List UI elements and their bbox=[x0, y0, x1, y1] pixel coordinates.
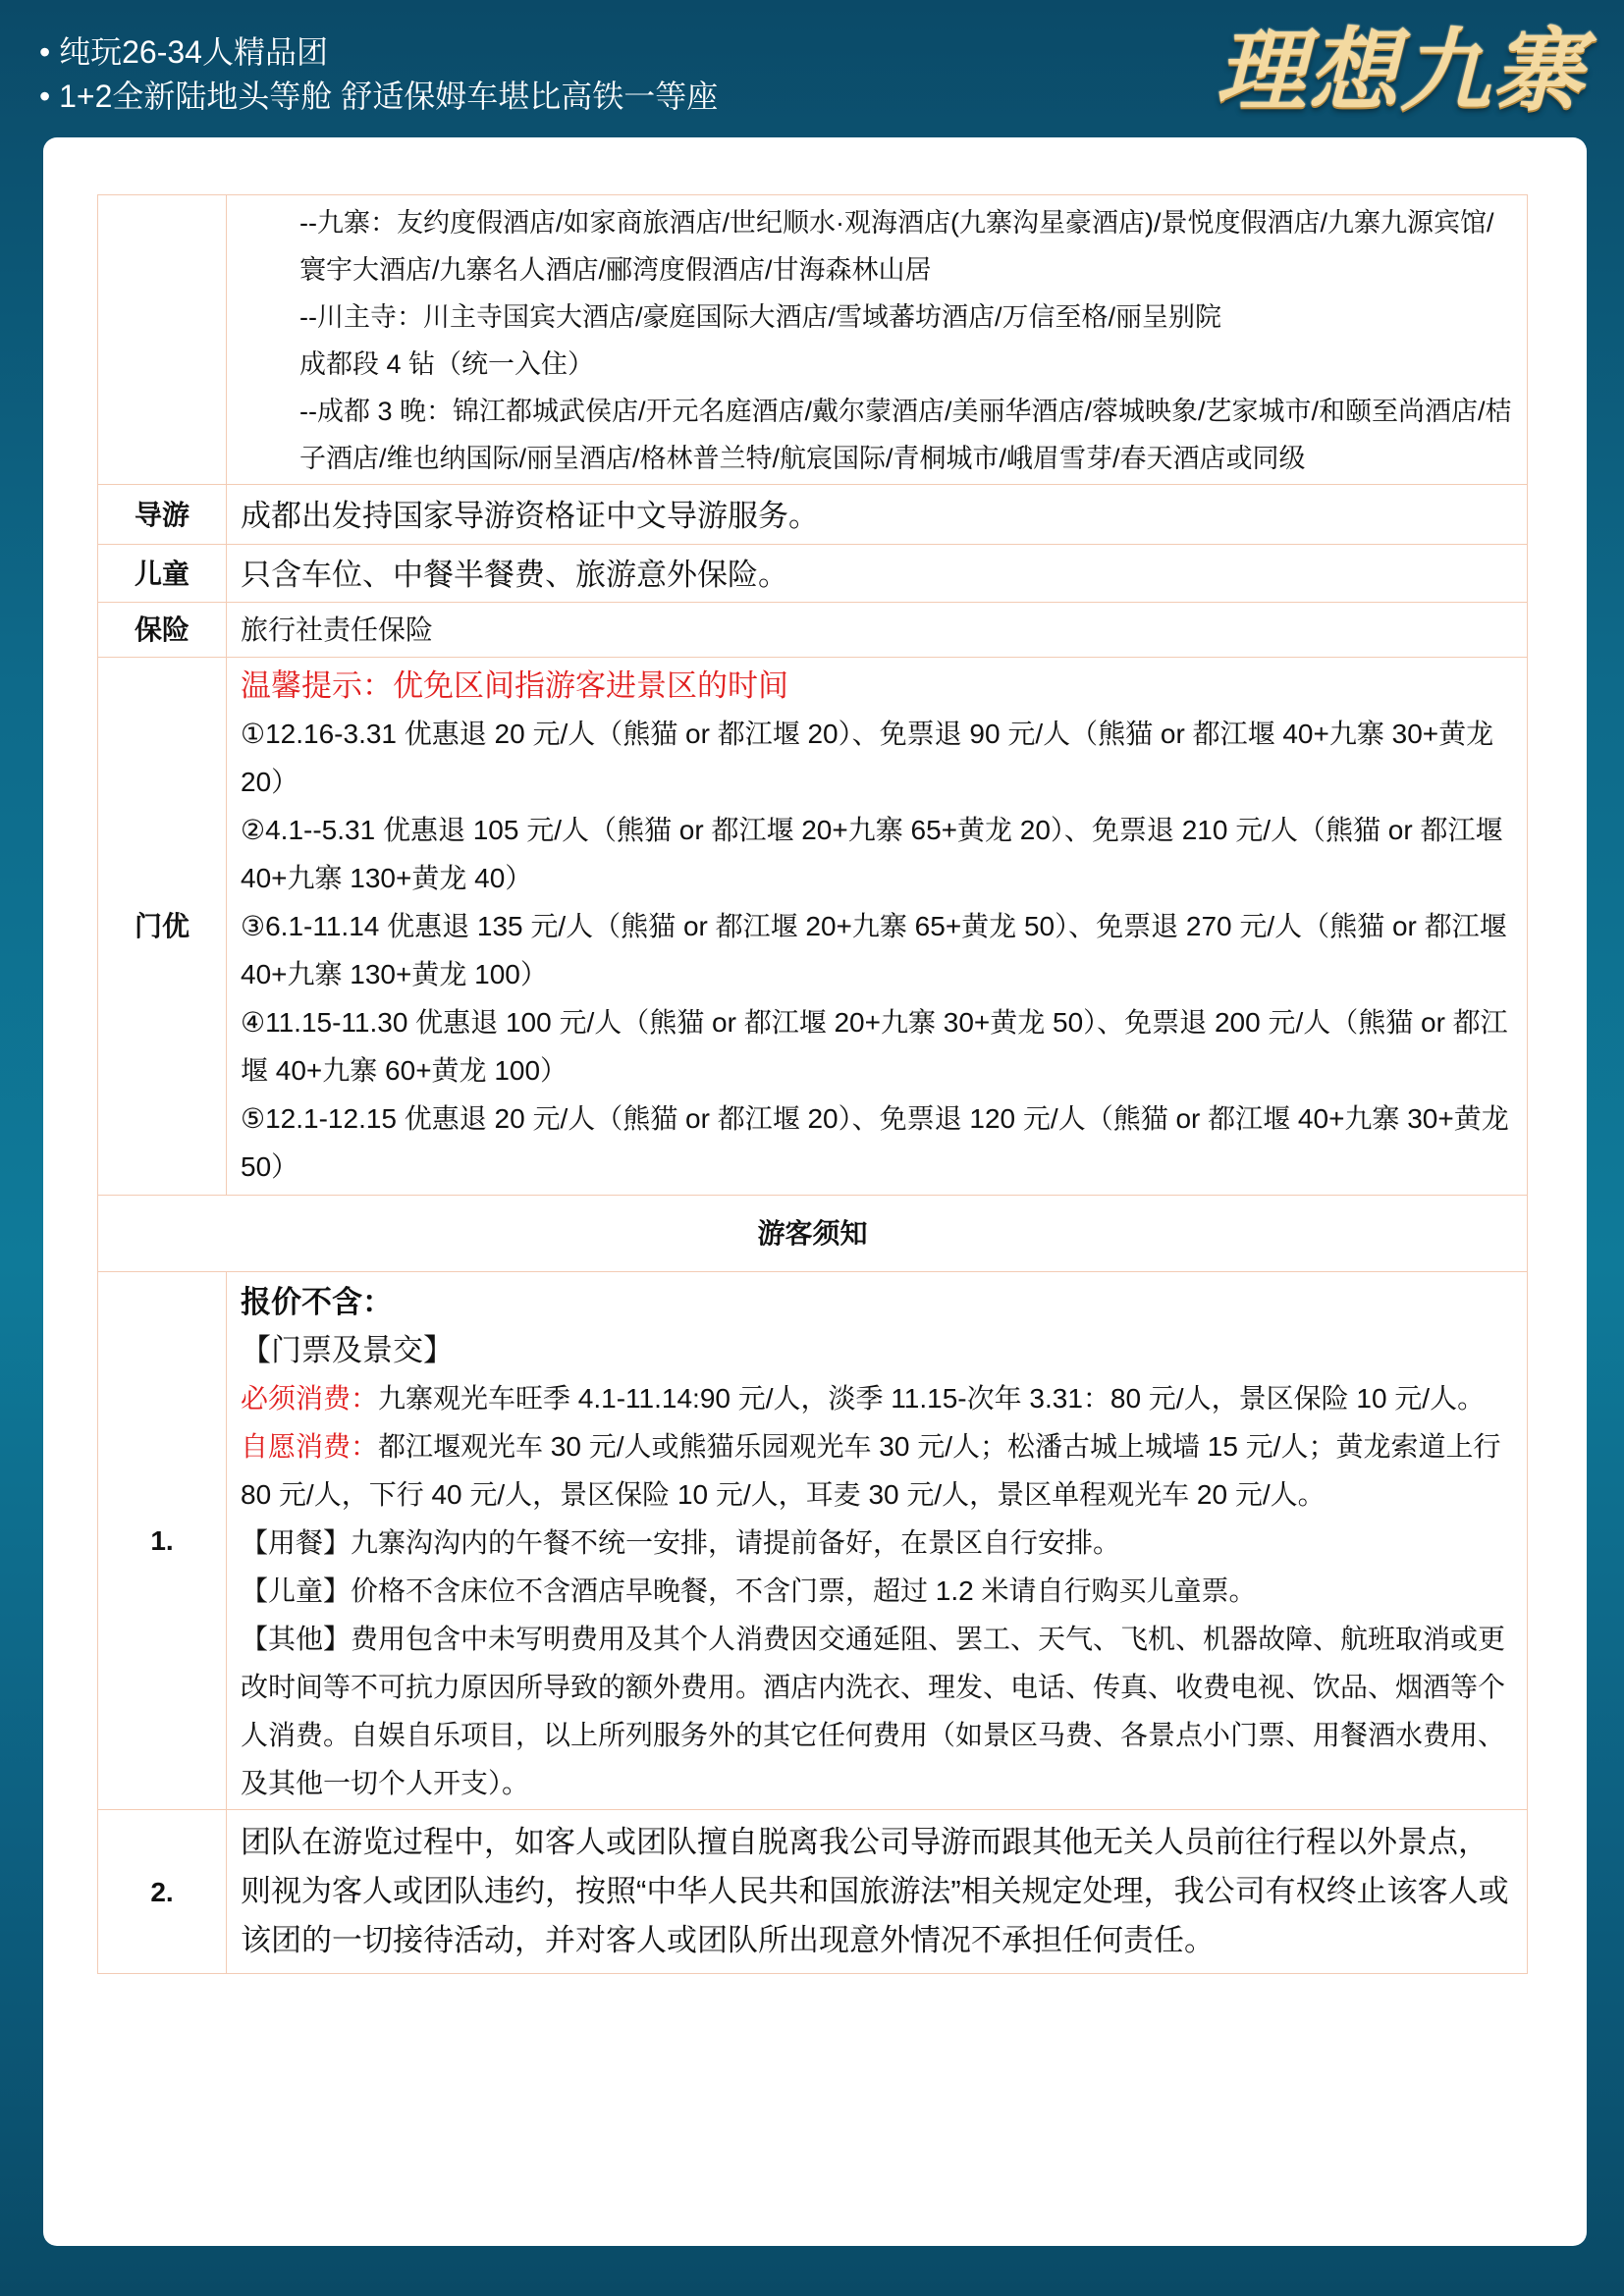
optional-pay-text: 都江堰观光车 30 元/人或熊猫乐园观光车 30 元/人；松潘古城上城墙 15 元/人；黄龙索道上行 80 元/人，下行 40 元/人，景区保险 10 元/人，耳麦 30 元/人，景区单程观光车 20 元/人。 bbox=[241, 1431, 1501, 1510]
meal-note: 【用餐】九寨沟沟内的午餐不统一安排，请提前备好，在景区自行安排。 bbox=[241, 1527, 1121, 1558]
tickets-heading: 【门票及景交】 bbox=[241, 1333, 454, 1367]
notice-title: 游客须知 bbox=[98, 1196, 1528, 1272]
hotels-chengdu-level: 成都段 4 钻（统一入住） bbox=[299, 349, 595, 379]
hotels-chengdu: --成都 3 晚：锦江都城武侯店/开元名庭酒店/戴尔蒙酒店/美丽华酒店/蓉城映象/艺家城市/和颐至尚酒店/桔子酒店/维也纳国际/丽呈酒店/格林普兰特/航宸国际/青桐城市/峨眉雪芽/春天酒店或同级 bbox=[299, 397, 1512, 473]
optional-pay-label: 自愿消费： bbox=[241, 1431, 379, 1462]
discount-tip: 温馨提示：优免区间指游客进景区的时间 bbox=[241, 668, 788, 703]
hotels-label-cell bbox=[98, 195, 227, 485]
notice-item-2-text: 团队在游览过程中，如客人或团队擅自脱离我公司导游而跟其他无关人员前往行程以外景点，则视为客人或团队违约，按照“中华人民共和国旅游法”相关规定处理，我公司有权终止该客人或该团的一切接待活动，并对客人或团队所出现意外情况不承担任何责任。 bbox=[227, 1810, 1528, 1974]
notice-item-1-row bbox=[98, 1272, 1528, 1810]
must-pay-label: 必须消费： bbox=[241, 1383, 379, 1414]
itinerary-table bbox=[97, 194, 1528, 1974]
discount-item: ②4.1--5.31 优惠退 105 元/人（熊猫 or 都江堰 20+九寨 65+黄龙 20）、免票退 210 元/人（熊猫 or 都江堰 40+九寨 130+黄龙 40） bbox=[241, 815, 1503, 893]
must-pay-line bbox=[241, 1374, 1513, 1422]
must-pay-text: 九寨观光车旺季 4.1-11.14:90 元/人，淡季 11.15-次年 3.31：80 元/人，景区保险 10 元/人。 bbox=[378, 1383, 1486, 1414]
discount-cell bbox=[227, 658, 1528, 1196]
hotels-row bbox=[98, 195, 1528, 485]
discount-item: ⑤12.1-12.15 优惠退 20 元/人（熊猫 or 都江堰 20）、免票退 120 元/人（熊猫 or 都江堰 40+九寨 30+黄龙 50） bbox=[241, 1103, 1509, 1182]
insurance-label: 保险 bbox=[98, 603, 227, 658]
discount-label: 门优 bbox=[98, 658, 227, 1196]
child-value: 只含车位、中餐半餐费、旅游意外保险。 bbox=[227, 545, 1528, 603]
notice-title-row bbox=[98, 1196, 1528, 1272]
child-note: 【儿童】价格不含床位不含酒店早晚餐，不含门票，超过 1.2 米请自行购买儿童票。 bbox=[241, 1575, 1257, 1606]
tagline-seating: • 1+2全新陆地头等舱 舒适保姆车堪比高铁一等座 bbox=[39, 79, 719, 114]
brand-logo: 理想九寨 bbox=[1215, 18, 1585, 124]
notice-item-1-cell bbox=[227, 1272, 1528, 1810]
insurance-value: 旅行社责任保险 bbox=[227, 603, 1528, 658]
discount-row bbox=[98, 658, 1528, 1196]
hotels-cell bbox=[227, 195, 1528, 485]
guide-value: 成都出发持国家导游资格证中文导游服务。 bbox=[227, 485, 1528, 545]
discount-item: ④11.15-11.30 优惠退 100 元/人（熊猫 or 都江堰 20+九寨 30+黄龙 50）、免票退 200 元/人（熊猫 or 都江堰 40+九寨 60+黄龙 100） bbox=[241, 1007, 1508, 1086]
discount-item: ①12.16-3.31 优惠退 20 元/人（熊猫 or 都江堰 20）、免票退 90 元/人（熊猫 or 都江堰 40+九寨 30+黄龙 20） bbox=[241, 719, 1494, 797]
page-header bbox=[0, 0, 1624, 137]
hotels-chuanzhu: --川主寺：川主寺国宾大酒店/豪庭国际大酒店/雪域蕃坊酒店/万信至格/丽呈别院 bbox=[299, 302, 1221, 332]
content-card bbox=[43, 137, 1587, 2246]
guide-row bbox=[98, 485, 1528, 545]
other-note: 【其他】费用包含中未写明费用及其个人消费因交通延阻、罢工、天气、飞机、机器故障、航班取消或更改时间等不可抗力原因所导致的额外费用。酒店内洗衣、理发、电话、传真、收费电视、饮品、烟酒等个人消费。自娱自乐项目，以上所列服务外的其它任何费用（如景区马费、各景点小门票、用餐酒水费用、及其他一切个人开支）。 bbox=[241, 1624, 1506, 1798]
excluded-heading: 报价不含： bbox=[241, 1285, 393, 1319]
notice-item-2-row bbox=[98, 1810, 1528, 1974]
guide-label: 导游 bbox=[98, 485, 227, 545]
notice-item-2-number: 2. bbox=[98, 1810, 227, 1974]
hotels-jiuzhai: --九寨：友约度假酒店/如家商旅酒店/世纪顺水·观海酒店(九寨沟星豪酒店)/景悦度假酒店/九寨九源宾馆/寰宇大酒店/九寨名人酒店/郦湾度假酒店/甘海森林山居 bbox=[299, 208, 1494, 285]
child-row bbox=[98, 545, 1528, 603]
insurance-row bbox=[98, 603, 1528, 658]
child-label: 儿童 bbox=[98, 545, 227, 603]
optional-pay-line bbox=[241, 1422, 1513, 1519]
discount-item: ③6.1-11.14 优惠退 135 元/人（熊猫 or 都江堰 20+九寨 65+黄龙 50）、免票退 270 元/人（熊猫 or 都江堰 40+九寨 130+黄龙 100） bbox=[241, 911, 1507, 989]
tagline-group-size: • 纯玩26-34人精品团 bbox=[39, 34, 328, 70]
notice-item-1-number: 1. bbox=[98, 1272, 227, 1810]
